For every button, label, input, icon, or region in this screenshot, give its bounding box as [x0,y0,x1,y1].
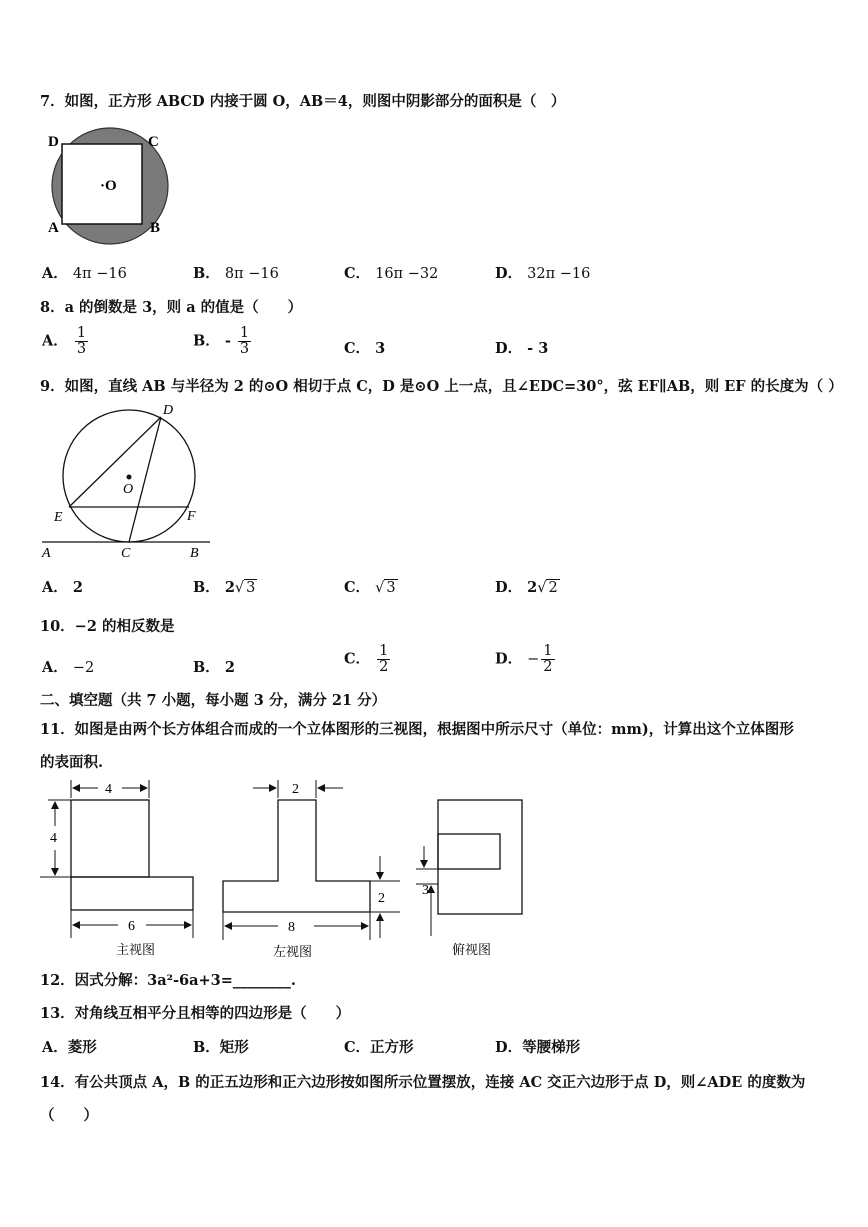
q10-option-d[interactable]: D． − $\frac{1}{2}$ [495,643,553,676]
top-dim-left: 3 [422,883,429,898]
q10-stem: 10．−2 的相反数是 [40,618,175,635]
front-dim-left: 4 [50,831,57,846]
section-heading: 二、填空题（共 7 小题，每小题 3 分，满分 21 分） [40,692,387,709]
q10-option-d-fraction: $\frac{1}{2}$ [543,643,553,676]
q11-stem-line1: 11．如图是由两个长方体组合而成的一个立体图形的三视图，根据图中所示尺寸（单位：mm)，计算出这个立体图形 [40,721,794,738]
front-dim-top: 4 [105,782,112,797]
q7-figure [38,124,188,249]
q14-stem-line1: 14．有公共顶点 A，B 的正五边形和正六边形按如图所示位置摆放，连接 AC 交正六边形于点 D，则∠ADE 的度数为 [40,1074,806,1091]
q9-option-c[interactable]: C． √ 3 [344,579,396,596]
q8-option-b[interactable]: B． - $\frac{1}{3}$ [193,325,250,358]
q13-stem: 13．对角线互相平分且相等的四边形是（ ） [40,1005,351,1022]
q11-three-views-figure [38,778,538,958]
q14-stem-line2: （ ） [40,1107,98,1124]
q8-option-b-fraction: $\frac{1}{3}$ [239,325,250,358]
q7-label-o: ·O [100,178,117,194]
q9-option-b[interactable]: B． 2√ 3 [193,579,256,596]
q9-label-c: C [121,546,131,561]
q7-option-b[interactable]: B． 8π −16 [193,265,279,282]
q7-option-c[interactable]: C． 16π −32 [344,265,439,282]
q9-figure [40,400,220,565]
q9-label-b: B [190,546,199,561]
q7-option-a[interactable]: A． 4π −16 [42,265,127,282]
q9-option-d[interactable]: D． 2√ 2 [495,579,558,596]
q9-label-a: A [42,546,51,561]
q13-option-d[interactable]: D．等腰梯形 [495,1039,581,1056]
q8-option-a[interactable]: A． $\frac{1}{3}$ [42,325,87,358]
front-caption: 主视图 [116,942,156,957]
q9-label-e: E [54,510,63,525]
q13-option-c[interactable]: C．正方形 [344,1039,414,1056]
side-dim-right: 2 [378,891,385,906]
q8-option-c[interactable]: C． 3 [344,340,386,357]
q9-option-d-sqrt: √ 2 [537,580,558,596]
q9-stem: 9．如图，直线 AB 与半径为 2 的⊙O 相切于点 C，D 是⊙O 上一点，且∠EDC=30°，弦 EF∥AB，则 EF 的长度为（ ） [40,378,843,395]
q8-option-d[interactable]: D． - 3 [495,340,549,357]
q10-option-a[interactable]: A． −2 [42,659,95,676]
q8-stem: 8．a 的倒数是 3，则 a 的值是（ ） [40,299,303,316]
q7-label-a: A [48,220,59,236]
q9-option-a[interactable]: A． 2 [42,579,83,596]
q9-option-b-sqrt: √ 3 [234,580,256,596]
q11-stem-line2: 的表面积. [40,754,104,771]
q7-label-b: B [150,220,161,236]
q7-stem: 7．如图，正方形 ABCD 内接于圆 O，AB＝4，则图中阴影部分的面积是（ ） [40,93,566,110]
q7-label-c: C [148,134,159,150]
side-dim-bottom: 8 [288,920,295,935]
q9-label-o: O [123,482,134,497]
side-caption: 左视图 [273,944,313,959]
q9-label-d: D [163,403,174,418]
q9-label-f: F [187,509,196,524]
q7-label-d: D [48,134,59,150]
q10-option-c[interactable]: C． $\frac{1}{2}$ [344,643,389,676]
top-caption: 俯视图 [452,942,492,957]
q12-stem: 12．因式分解：3a²-6a+3=________. [40,972,296,989]
q10-option-c-fraction: $\frac{1}{2}$ [379,643,389,676]
q7-option-d[interactable]: D． 32π −16 [495,265,591,282]
side-dim-top: 2 [292,782,299,797]
q9-option-c-sqrt: √ 3 [375,580,396,596]
q10-option-b[interactable]: B． 2 [193,659,235,676]
front-dim-bottom: 6 [128,919,135,934]
q8-option-a-fraction: $\frac{1}{3}$ [76,325,87,358]
q13-option-a[interactable]: A．菱形 [42,1039,97,1056]
q13-option-b[interactable]: B．矩形 [193,1039,249,1056]
